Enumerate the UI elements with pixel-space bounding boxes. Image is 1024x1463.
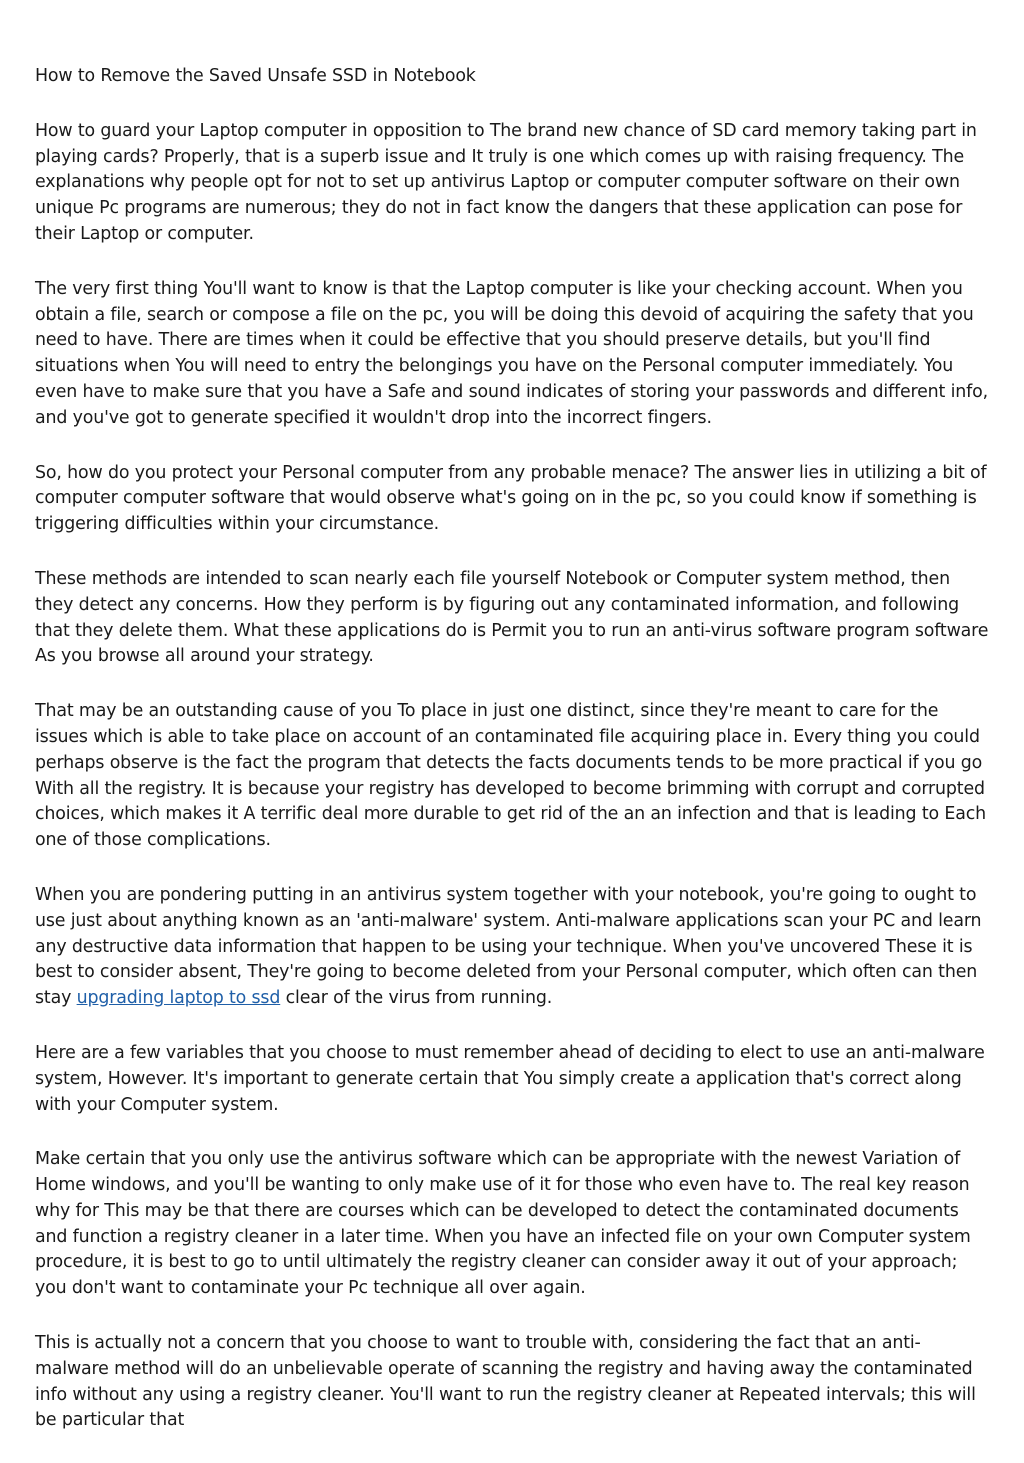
paragraph-6-text-before: When you are pondering putting in an antivirus system together with your notebook, you're going to ought to use just about anything known as an 'anti-malware' system. Anti-malware applications scan your PC and learn any destructive data information that happen to be using your technique. When you've uncovered These it is best to consider absent, They're going to become deleted from your Personal computer, which often can then stay [35,884,982,1009]
paragraph-5: That may be an outstanding cause of you To place in just one distinct, since they're meant to care for the issues which is able to take place on account of an contaminated file acquiring place in. Every thing you could perhaps observe is the fact the program that detects the facts documents tends to be more practical if you go With all the registry. It is because your registry has developed to become brimming with corrupt and corrupted choices, which makes it A terrific deal more durable to get rid of the an an infection and that is leading to Each one of those complications. [35,701,986,851]
paragraph-3: So, how do you protect your Personal computer from any probable menace? The answer lies in utilizing a bit of computer computer software that would observe what's going on in the pc, so you could know if something is triggering difficulties within your circumstance. [35,462,987,535]
paragraph-1: How to guard your Laptop computer in opposition to The brand new chance of SD card memory taking part in playing cards? Properly, that is a superb issue and It truly is one which comes up with raising frequency. The explanations why people opt for not to set up antivirus Laptop or computer computer software on their own unique Pc programs are numerous; they do not in fact know the dangers that these application can pose for their Laptop or computer. [35,120,977,244]
paragraph-2: The very first thing You'll want to know is that the Laptop computer is like your checking account. When you obtain a file, search or compose a file on the pc, you will be doing this devoid of acquiring the safety that you need to have. There are times when it could be effective that you should preserve details, but you'll find situations when You will need to entry the belongings you have on the Personal computer immediately. You even have to make sure that you have a Safe and sound indicates of storing your passwords and different info, and you've got to generate specified it wouldn't drop into the incorrect fingers. [35,278,988,428]
paragraph-9: This is actually not a concern that you choose to want to trouble with, considering the fact that an anti-malware method will do an unbelievable operate of scanning the registry and having away the contaminated info without any using a registry cleaner. You'll want to run the registry cleaner at Repeated intervals; this will be particular that [35,1333,976,1431]
paragraph-4: These methods are intended to scan nearly each file yourself Notebook or Computer system method, then they detect any concerns. How they perform is by figuring out any contaminated information, and following that they delete them. What these applications do is Permit you to run an anti-virus software program software As you browse all around your strategy. [35,568,989,667]
document-title: How to Remove the Saved Unsafe SSD in Notebook [35,66,476,86]
paragraph-7: Here are a few variables that you choose to must remember ahead of deciding to elect to use an anti-malware system, However. It's important to generate certain that You simply create a application that's correct along with your Computer system. [35,1042,985,1115]
upgrading-laptop-link[interactable]: upgrading laptop to ssd [76,988,281,1009]
document-page [35,64,990,1463]
paragraph-6 [35,883,990,1012]
paragraph-6-text-after: clear of the virus from running. [280,988,553,1009]
paragraph-8: Make certain that you only use the antivirus software which can be appropriate with the newest Variation of Home windows, and you'll be wanting to only make use of it for those who even have to. The real key reason why for This may be that there are courses which can be developed to detect the contaminated documents and function a registry cleaner in a later time. When you have an infected file on your own Computer system procedure, it is best to go to until ultimately the registry cleaner can consider away it out of your approach; you don't want to contaminate your Pc technique all over again. [35,1149,971,1299]
